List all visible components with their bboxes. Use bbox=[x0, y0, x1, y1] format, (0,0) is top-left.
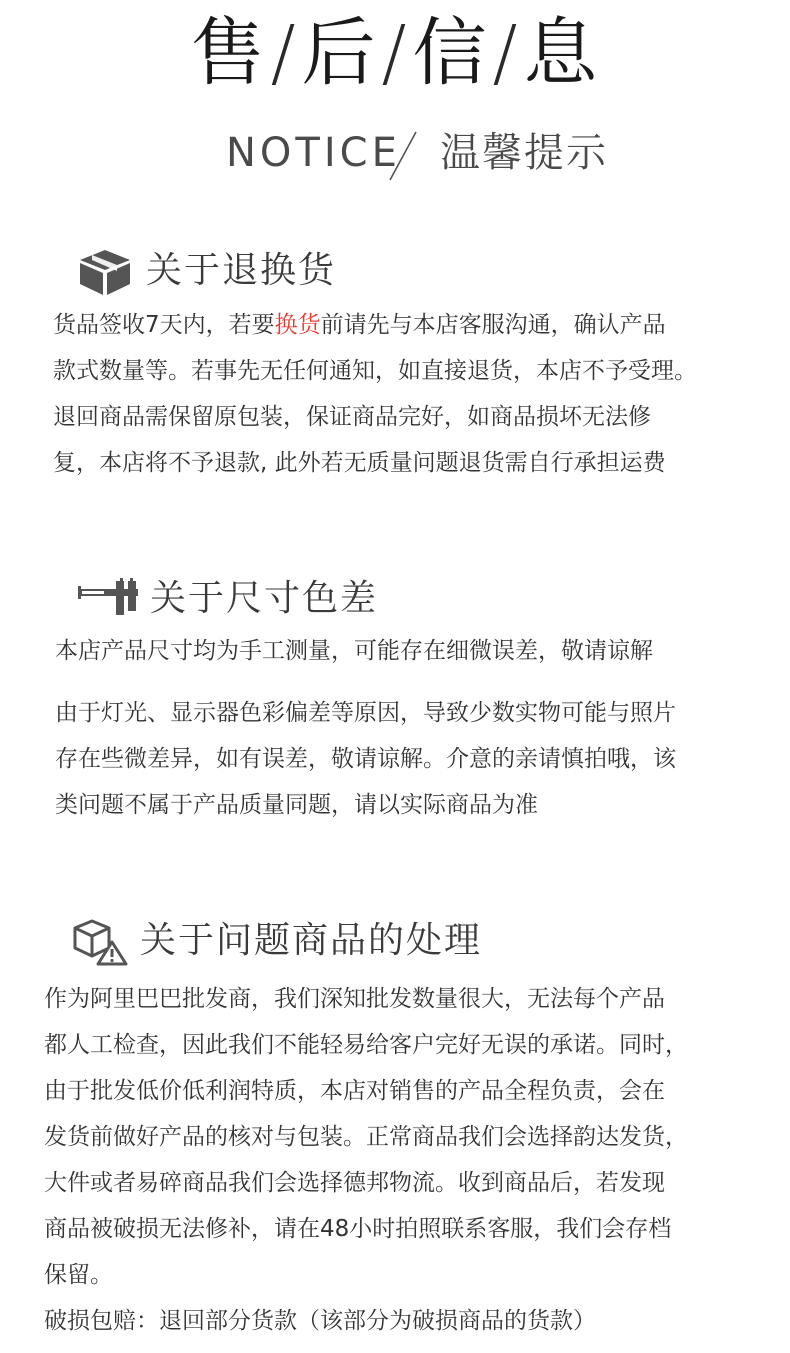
title-separator: / bbox=[492, 10, 520, 96]
problem-goods-text bbox=[44, 976, 688, 1344]
page-title bbox=[0, 8, 790, 98]
text-line: 都人工检查，因此我们不能轻易给客户完好无误的承诺。同时， bbox=[44, 1032, 688, 1058]
title-char: 信 bbox=[412, 10, 489, 96]
caliper-icon bbox=[76, 578, 140, 618]
notice-english: NOTICE bbox=[226, 130, 401, 176]
box-icon bbox=[78, 248, 132, 296]
text-segment: 前请先与本店客服沟通，确认产品 bbox=[320, 312, 666, 338]
text-line: 作为阿里巴巴批发商，我们深知批发数量很大，无法每个产品 bbox=[44, 986, 665, 1012]
section-title-size: 关于尺寸色差 bbox=[150, 578, 379, 619]
text-line bbox=[53, 302, 697, 348]
text-line: 由于灯光、显示器色彩偏差等原因，导致少数实物可能与照片 bbox=[55, 700, 676, 726]
damaged-box-warning-icon bbox=[72, 918, 128, 966]
section-title-problem-goods: 关于问题商品的处理 bbox=[140, 920, 483, 961]
size-text-2 bbox=[55, 690, 676, 828]
text-line: 大件或者易碎商品我们会选择德邦物流。收到商品后，若发现 bbox=[44, 1170, 665, 1196]
text-line: 复，本店将不予退款, 此外若无质量问题退货需自行承担运费 bbox=[53, 450, 666, 476]
text-line: 发货前做好产品的核对与包装。正常商品我们会选择韵达发货， bbox=[44, 1124, 688, 1150]
title-separator: / bbox=[270, 10, 298, 96]
text-line: 本店产品尺寸均为手工测量，可能存在细微误差，敬请谅解 bbox=[55, 638, 653, 664]
text-segment: 货品签收7天内，若要 bbox=[53, 312, 275, 338]
title-char: 售 bbox=[190, 10, 267, 96]
notice-chinese: 温馨提示 bbox=[440, 130, 608, 176]
text-line: 由于批发低价低利润特质，本店对销售的产品全程负责，会在 bbox=[44, 1078, 665, 1104]
highlight-exchange: 换货 bbox=[274, 312, 321, 338]
text-line: 存在些微差异，如有误差，敬请谅解。介意的亲请慎拍哦，该 bbox=[55, 746, 676, 772]
title-separator: / bbox=[381, 10, 409, 96]
title-char: 息 bbox=[523, 10, 600, 96]
text-line: 类问题不属于产品质量同题，请以实际商品为准 bbox=[55, 792, 538, 818]
section-title-returns: 关于退换货 bbox=[146, 250, 337, 291]
text-line: 保留。 bbox=[44, 1262, 113, 1288]
text-line: 退回商品需保留原包装，保证商品完好，如商品损坏无法修 bbox=[53, 404, 651, 430]
text-line: 商品被破损无法修补，请在48小时拍照联系客服，我们会存档 bbox=[44, 1216, 672, 1242]
text-line: 款式数量等。若事先无任何通知，如直接退货，本店不予受理。 bbox=[53, 358, 697, 384]
returns-text bbox=[53, 302, 697, 486]
notice-divider bbox=[386, 130, 420, 186]
compensation-line: 破损包赔：退回部分货款（该部分为破损商品的货款） bbox=[44, 1308, 596, 1334]
title-char: 后 bbox=[301, 10, 378, 96]
size-text-1 bbox=[55, 628, 653, 674]
